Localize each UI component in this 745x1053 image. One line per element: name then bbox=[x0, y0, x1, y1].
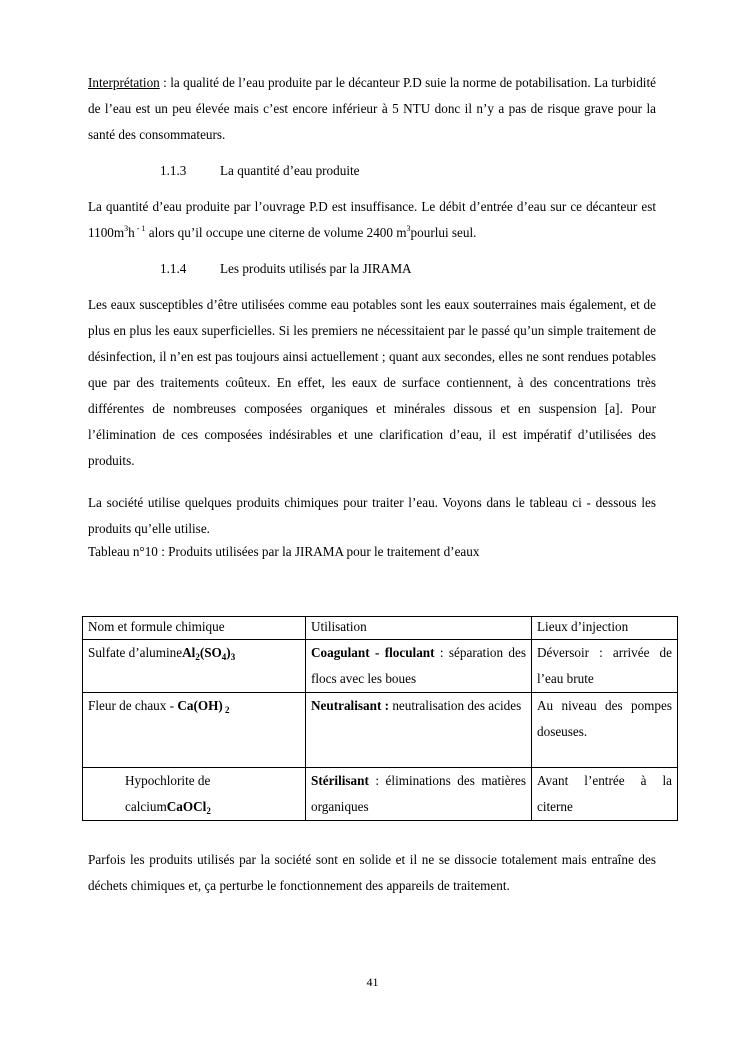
formula-part: CaOCl bbox=[166, 799, 207, 814]
formula-sub: 2 bbox=[195, 652, 200, 662]
interpretation-label: Interprétation bbox=[88, 75, 160, 90]
table-header-cell: Utilisation bbox=[306, 617, 532, 640]
interpretation-paragraph bbox=[88, 70, 656, 148]
section-heading-1-1-3 bbox=[160, 158, 656, 184]
formula-sub: 2 bbox=[222, 705, 230, 715]
quantity-sup-3: 3 bbox=[406, 224, 411, 233]
product-name: calcium bbox=[125, 799, 167, 814]
chemical-formula bbox=[177, 698, 229, 713]
quantity-text-3: alors qu’il occupe une citerne de volume 2400 m bbox=[145, 225, 407, 240]
product-name-cell bbox=[83, 693, 306, 768]
usage-type: Coagulant - floculant bbox=[311, 645, 435, 660]
product-name: Sulfate d’alumine bbox=[88, 645, 183, 660]
table-caption: Tableau n°10 : Produits utilisées par la JIRAMA pour le traitement d’eaux bbox=[88, 544, 480, 559]
usage-cell bbox=[306, 640, 532, 693]
chemical-formula bbox=[182, 645, 235, 660]
quantity-sup-1: 3 bbox=[124, 224, 129, 233]
section-title: Les produits utilisés par la JIRAMA bbox=[220, 261, 412, 276]
table-row bbox=[83, 640, 678, 693]
products-paragraph: Les eaux susceptibles d’être utilisées comme eau potables sont les eaux souterraines mais également, et de plus en plus les eaux superficielles. Si les premiers ne nécessitaient par le passé qu’un simple traitement de désinfection, il n’en est pas toujours ainsi actuellement ; quant aux secondes, elles ne sont rendues potables que par des traitements coûteux. En effet, les eaux de surface contiennent, à des concentrations très différentes de nombreuses composées organiques et minérales dissous et en suspension [a]. Pour l’élimination de ces composées indésirables et une clarification d’eau, il est impératif d’utilisées des produits. bbox=[88, 297, 656, 468]
quantity-text-4: pourlui seul. bbox=[410, 225, 477, 240]
section-number: 1.1.4 bbox=[160, 261, 187, 276]
product-name: Hypochlorite de bbox=[125, 773, 211, 788]
formula-sub: 3 bbox=[230, 652, 236, 662]
formula-sub: 4 bbox=[221, 652, 227, 662]
formula-part: (SO bbox=[199, 645, 222, 660]
usage-cell bbox=[306, 768, 532, 821]
injection-place-cell: Au niveau des pompes doseuses. bbox=[532, 693, 678, 768]
table-row bbox=[83, 693, 678, 768]
usage-description: neutralisation des acides bbox=[389, 698, 522, 713]
product-name: Fleur de chaux - bbox=[88, 698, 178, 713]
final-paragraph: Parfois les produits utilisés par la société sont en solide et il ne se dissocie totalement mais entraîne des déchets chimiques et, ça perturbe le fonctionnement des appareils de traitement. bbox=[88, 852, 656, 893]
section-heading-1-1-4 bbox=[160, 256, 656, 282]
quantity-sup-2: - 1 bbox=[134, 224, 146, 233]
quantity-paragraph bbox=[88, 194, 656, 246]
quantity-text-1: La quantité d’eau produite par l’ouvrage P.D est insuffisance. Le débit d’entrée d’eau sur ce décanteur est 1100m bbox=[88, 199, 656, 240]
chemical-formula bbox=[167, 799, 211, 814]
table-header-cell: Nom et formule chimique bbox=[83, 617, 306, 640]
formula-part: ) bbox=[226, 645, 231, 660]
usage-type: Stérilisant bbox=[311, 773, 369, 788]
section-title: La quantité d’eau produite bbox=[220, 163, 360, 178]
usage-description: : séparation des flocs avec les boues bbox=[311, 645, 526, 686]
usage-description: : éliminations des matières organiques bbox=[311, 773, 526, 814]
injection-place-cell: Avant l’entrée à la citerne bbox=[532, 768, 678, 821]
table-row bbox=[83, 768, 678, 821]
table-header-row bbox=[83, 617, 678, 640]
page-number: 41 bbox=[366, 975, 379, 989]
usage-cell bbox=[306, 693, 532, 768]
usage-type: Neutralisant : bbox=[311, 698, 390, 713]
table-header-cell: Lieux d’injection bbox=[532, 617, 678, 640]
formula-part: Ca(OH) bbox=[177, 698, 223, 713]
product-name-cell bbox=[83, 768, 306, 821]
interpretation-text: : la qualité de l’eau produite par le décanteur P.D suie la norme de potabilisation. La turbidité de l’eau est un peu élevée mais c’est encore inférieur à 5 NTU donc il n’y a pas de risque grave pour la santé des consommateurs. bbox=[88, 75, 656, 142]
page-body bbox=[88, 70, 656, 562]
quantity-text-2: h bbox=[128, 225, 135, 240]
closing-section bbox=[88, 847, 656, 899]
formula-sub: 2 bbox=[206, 806, 211, 816]
society-paragraph: La société utilise quelques produits chimiques pour traiter l’eau. Voyons dans le tableau ci - dessous les produits qu’elle utilise. bbox=[88, 495, 656, 536]
injection-place-cell: Déversoir : arrivée de l’eau brute bbox=[532, 640, 678, 693]
products-table bbox=[82, 616, 678, 821]
section-number: 1.1.3 bbox=[160, 163, 187, 178]
spacer bbox=[88, 474, 656, 490]
formula-part: Al bbox=[182, 645, 196, 660]
product-name-cell bbox=[83, 640, 306, 693]
